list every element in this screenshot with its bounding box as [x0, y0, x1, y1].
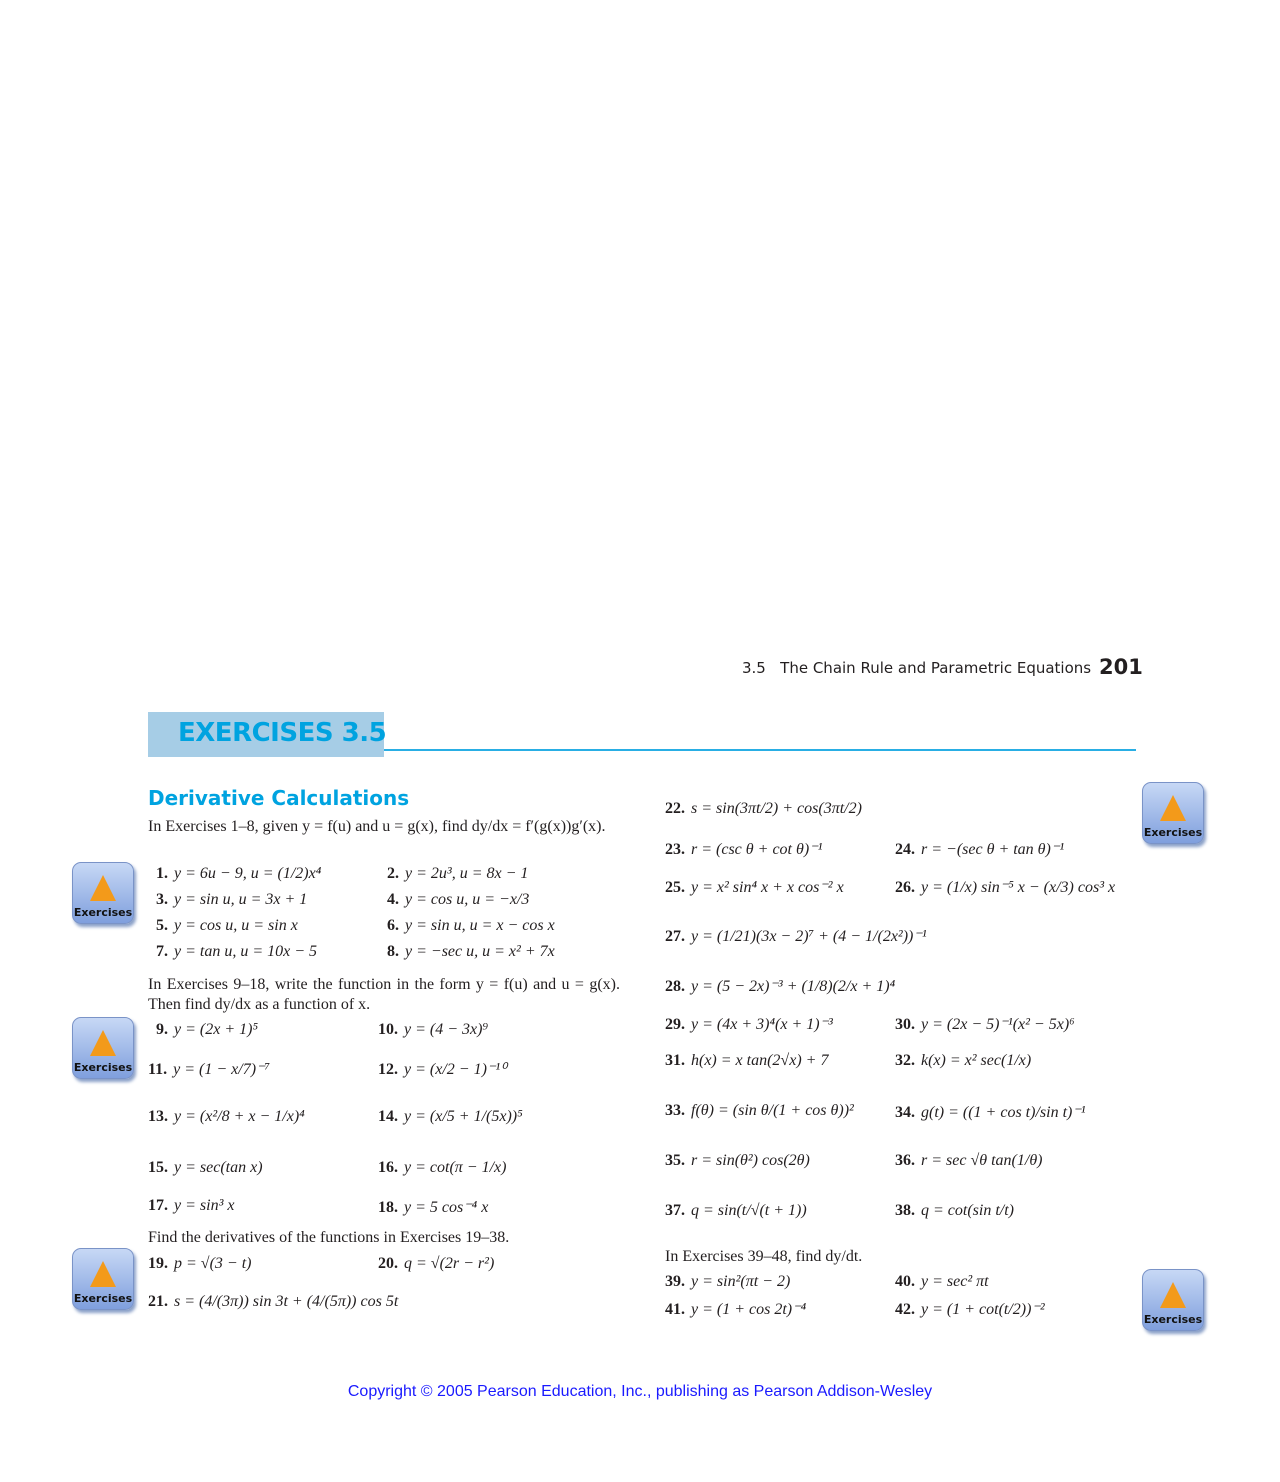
exercise-16 [378, 1159, 506, 1177]
exercise-2 [387, 865, 528, 883]
exercise-7 [156, 943, 317, 961]
exercises-icon[interactable] [1142, 1269, 1204, 1331]
icon-label: Exercises [73, 1061, 133, 1074]
exercise-1 [156, 865, 321, 883]
exercise-expression: q = sin(t/√(t + 1)) [691, 1202, 807, 1219]
exercise-11 [148, 1059, 270, 1079]
exercise-expression: y = sin²(πt − 2) [691, 1273, 791, 1290]
exercise-32 [895, 1052, 1031, 1070]
exercise-3 [156, 891, 307, 909]
exercise-29 [665, 1014, 833, 1034]
instructions-19-38: Find the derivatives of the functions in Exercises 19–38. [148, 1229, 510, 1246]
exercise-number: 18. [378, 1199, 398, 1216]
exercise-41 [665, 1299, 806, 1319]
exercise-number: 11. [148, 1061, 168, 1078]
exercises-icon[interactable] [1142, 782, 1204, 844]
exercise-number: 3. [156, 891, 168, 908]
exercise-expression: y = sin u, u = 3x + 1 [174, 891, 308, 908]
exercise-number: 39. [665, 1273, 685, 1290]
exercise-15 [148, 1159, 263, 1177]
exercise-number: 22. [665, 800, 685, 817]
exercise-number: 6. [387, 917, 399, 934]
exercise-36 [895, 1152, 1043, 1170]
exercise-number: 33. [665, 1102, 685, 1119]
exercise-17 [148, 1197, 234, 1215]
exercise-expression: y = (x/5 + 1/(5x))⁵ [404, 1108, 523, 1125]
exercise-42 [895, 1299, 1045, 1319]
exercise-expression: y = (2x + 1)⁵ [174, 1021, 259, 1038]
exercise-number: 17. [148, 1197, 168, 1214]
exercise-37 [665, 1202, 807, 1220]
page-number: 201 [1099, 655, 1143, 679]
exercise-23 [665, 839, 822, 859]
exercise-number: 5. [156, 917, 168, 934]
exercise-expression: r = sin(θ²) cos(2θ) [691, 1152, 810, 1169]
exercise-20 [378, 1255, 494, 1273]
exercise-number: 42. [895, 1301, 915, 1318]
exercise-number: 34. [895, 1104, 915, 1121]
exercise-number: 4. [387, 891, 399, 908]
icon-label: Exercises [1143, 826, 1203, 839]
exercise-expression: r = (csc θ + cot θ)⁻¹ [691, 841, 823, 858]
exercise-expression: y = tan u, u = 10x − 5 [174, 943, 318, 960]
exercise-expression: y = (2x − 5)⁻¹(x² − 5x)⁶ [921, 1016, 1075, 1033]
exercise-expression: y = (1/x) sin⁻⁵ x − (x/3) cos³ x [921, 879, 1116, 896]
exercise-number: 35. [665, 1152, 685, 1169]
exercise-number: 41. [665, 1301, 685, 1318]
exercise-expression: y = (1 + cot(t/2))⁻² [921, 1301, 1045, 1318]
exercise-expression: y = (x²/8 + x − 1/x)⁴ [174, 1108, 305, 1125]
icon-label: Exercises [73, 1292, 133, 1305]
exercise-22 [665, 800, 862, 818]
exercise-number: 1. [156, 865, 168, 882]
exercises-icon[interactable] [72, 1017, 134, 1079]
exercise-21 [148, 1293, 398, 1311]
exercise-35 [665, 1152, 810, 1170]
exercises-banner [148, 712, 387, 757]
exercise-4 [387, 891, 529, 909]
exercise-number: 23. [665, 841, 685, 858]
exercise-expression: y = cot(π − 1/x) [404, 1159, 507, 1176]
exercise-9 [156, 1021, 258, 1039]
exercise-expression: y = x² sin⁴ x + x cos⁻² x [691, 879, 844, 896]
exercise-expression: p = √(3 − t) [174, 1255, 252, 1272]
exercise-12 [378, 1059, 507, 1079]
exercise-number: 28. [665, 978, 685, 995]
exercise-14 [378, 1108, 523, 1126]
exercise-number: 19. [148, 1255, 168, 1272]
exercise-expression: y = (x/2 − 1)⁻¹⁰ [404, 1061, 507, 1078]
exercise-expression: y = −sec u, u = x² + 7x [405, 943, 555, 960]
exercise-39 [665, 1273, 790, 1291]
exercise-19 [148, 1255, 251, 1273]
exercise-number: 25. [665, 879, 685, 896]
exercise-expression: k(x) = x² sec(1/x) [921, 1052, 1032, 1069]
exercise-expression: y = sin³ x [174, 1197, 235, 1214]
exercise-number: 16. [378, 1159, 398, 1176]
exercises-icon[interactable] [72, 1248, 134, 1310]
exercise-expression: y = sec(tan x) [174, 1159, 263, 1176]
section-title: The Chain Rule and Parametric Equations [780, 659, 1092, 677]
exercise-expression: r = sec √θ tan(1/θ) [921, 1152, 1043, 1169]
exercise-27 [665, 926, 927, 946]
instructions-1-8: In Exercises 1–8, given y = f(u) and u = g(x), find dy/dx = f′(g(x))g′(x). [148, 818, 606, 835]
exercise-expression: y = cos u, u = sin x [174, 917, 298, 934]
exercise-number: 40. [895, 1273, 915, 1290]
exercise-expression: y = (4 − 3x)⁹ [404, 1021, 489, 1038]
exercise-expression: y = sec² πt [921, 1273, 989, 1290]
exercise-expression: h(x) = x tan(2√x) + 7 [691, 1052, 829, 1069]
instructions-9-18: In Exercises 9–18, write the function in the form y = f(u) and u = g(x). Then find dy/dx as a function of x. [148, 976, 620, 1013]
exercise-40 [895, 1273, 989, 1291]
instructions-39-48: In Exercises 39–48, find dy/dt. [665, 1248, 863, 1265]
running-header [742, 659, 1091, 677]
exercise-8 [387, 943, 555, 961]
exercise-5 [156, 917, 298, 935]
exercise-expression: s = sin(3πt/2) + cos(3πt/2) [691, 800, 862, 817]
exercise-number: 30. [895, 1016, 915, 1033]
exercise-13 [148, 1108, 305, 1126]
exercise-25 [665, 877, 844, 897]
exercise-28 [665, 976, 895, 996]
exercise-expression: y = 2u³, u = 8x − 1 [405, 865, 529, 882]
exercise-10 [378, 1021, 488, 1039]
exercise-number: 12. [378, 1061, 398, 1078]
exercise-expression: y = 5 cos⁻⁴ x [404, 1199, 489, 1216]
exercise-number: 21. [148, 1293, 168, 1310]
exercise-expression: s = (4/(3π)) sin 3t + (4/(5π)) cos 5t [174, 1293, 399, 1310]
exercise-number: 8. [387, 943, 399, 960]
copyright-footer: Copyright © 2005 Pearson Education, Inc., publishing as Pearson Addison-Wesley [347, 1383, 933, 1400]
exercise-number: 26. [895, 879, 915, 896]
exercise-number: 10. [378, 1021, 398, 1038]
banner-title: EXERCISES 3.5 [178, 718, 387, 748]
exercise-number: 13. [148, 1108, 168, 1125]
section-number: 3.5 [742, 659, 766, 677]
icon-label: Exercises [1143, 1313, 1203, 1326]
exercise-number: 2. [387, 865, 399, 882]
exercise-number: 38. [895, 1202, 915, 1219]
exercise-number: 20. [378, 1255, 398, 1272]
exercise-38 [895, 1202, 1014, 1220]
exercise-expression: y = (1 + cos 2t)⁻⁴ [691, 1301, 807, 1318]
divider [384, 749, 1136, 751]
exercise-expression: y = cos u, u = −x/3 [405, 891, 530, 908]
exercise-expression: y = sin u, u = x − cos x [405, 917, 555, 934]
exercise-number: 29. [665, 1016, 685, 1033]
exercise-expression: y = (1/21)(3x − 2)⁷ + (4 − 1/(2x²))⁻¹ [691, 928, 927, 945]
subheading: Derivative Calculations [148, 786, 410, 810]
exercise-26 [895, 877, 1115, 897]
icon-label: Exercises [73, 906, 133, 919]
exercise-expression: g(t) = ((1 + cos t)/sin t)⁻¹ [921, 1104, 1086, 1121]
exercise-34 [895, 1102, 1086, 1122]
exercise-18 [378, 1197, 488, 1217]
exercise-expression: q = cot(sin t/t) [921, 1202, 1015, 1219]
exercise-24 [895, 839, 1064, 859]
exercise-number: 7. [156, 943, 168, 960]
exercise-expression: r = −(sec θ + tan θ)⁻¹ [921, 841, 1065, 858]
exercise-number: 9. [156, 1021, 168, 1038]
exercise-number: 14. [378, 1108, 398, 1125]
exercise-expression: y = (4x + 3)⁴(x + 1)⁻³ [691, 1016, 833, 1033]
exercise-number: 32. [895, 1052, 915, 1069]
exercise-33 [665, 1102, 854, 1120]
exercise-6 [387, 917, 555, 935]
exercise-number: 24. [895, 841, 915, 858]
exercise-31 [665, 1052, 828, 1070]
exercise-number: 37. [665, 1202, 685, 1219]
exercise-expression: y = 6u − 9, u = (1/2)x⁴ [174, 865, 322, 882]
exercise-expression: y = (1 − x/7)⁻⁷ [173, 1061, 271, 1078]
exercise-expression: y = (5 − 2x)⁻³ + (1/8)(2/x + 1)⁴ [691, 978, 896, 995]
exercise-number: 27. [665, 928, 685, 945]
exercise-number: 15. [148, 1159, 168, 1176]
exercise-number: 36. [895, 1152, 915, 1169]
exercise-expression: q = √(2r − r²) [404, 1255, 495, 1272]
exercise-number: 31. [665, 1052, 685, 1069]
exercise-expression: f(θ) = (sin θ/(1 + cos θ))² [691, 1102, 854, 1119]
exercises-icon[interactable] [72, 862, 134, 924]
exercise-30 [895, 1014, 1075, 1034]
